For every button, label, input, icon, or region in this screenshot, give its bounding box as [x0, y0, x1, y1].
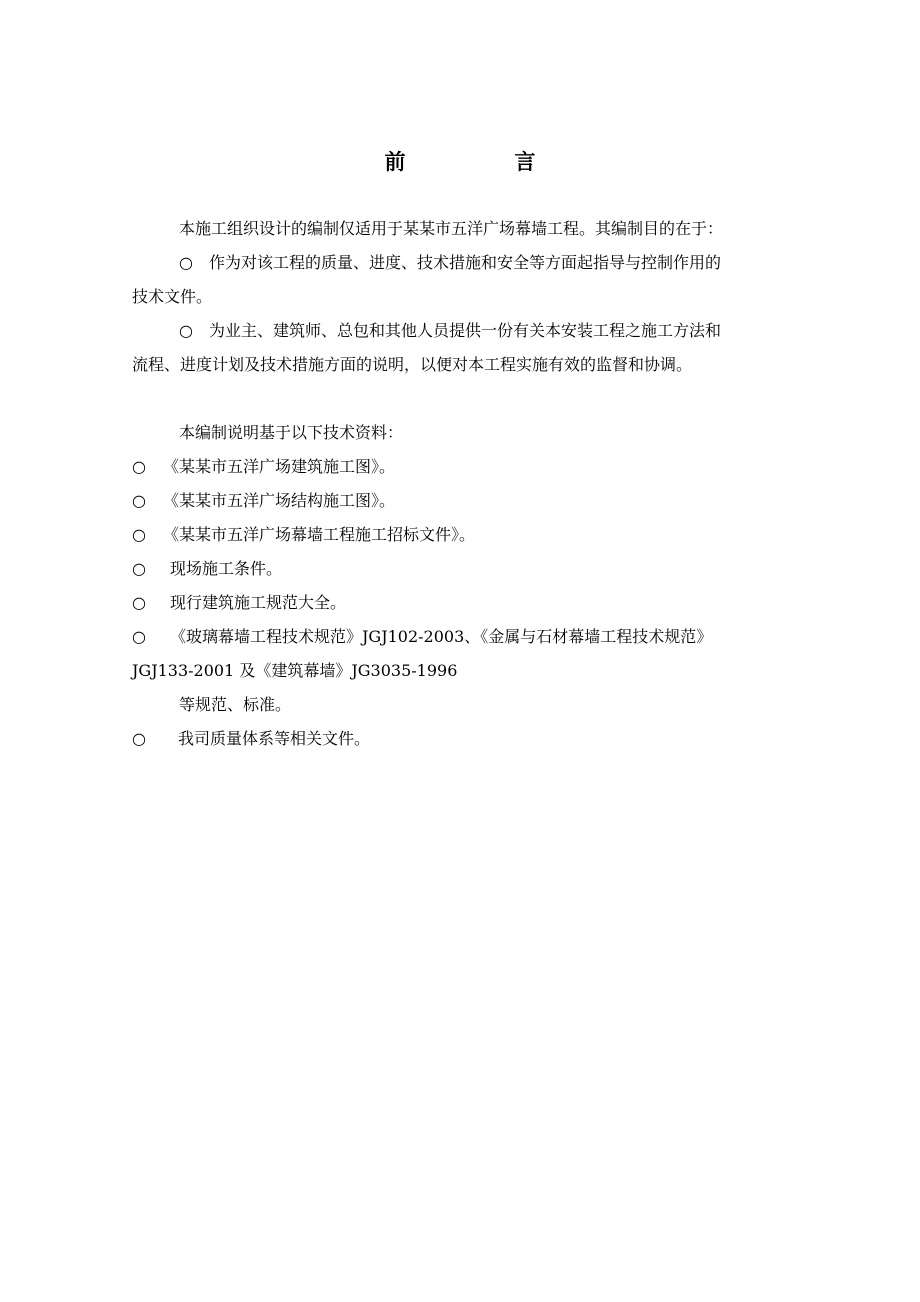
purpose-item-1-line-2: 技术文件。 — [132, 287, 213, 306]
basis-item-1-text: 《某某市五洋广场建筑施工图》。 — [163, 457, 396, 476]
standards-item-line-3: 等规范、标准。 — [179, 695, 292, 714]
purpose-item-1-line-1 — [132, 246, 792, 280]
bullet-circle-icon: ○ — [132, 525, 146, 544]
purpose-item-2-line-1 — [132, 314, 792, 348]
paragraph-gap — [132, 382, 792, 416]
basis-item-2-text: 《某某市五洋广场结构施工图》。 — [163, 491, 396, 510]
bullet-circle-icon: ○ — [132, 491, 146, 510]
basis-item-5-text: 现行建筑施工规范大全。 — [170, 593, 347, 612]
basis-intro: 本编制说明基于以下技术资料： — [179, 423, 404, 442]
bullet-circle-icon: ○ — [132, 559, 146, 578]
standards-item-text: 《玻璃幕墙工程技术规范》JGJ102-2003、《金属与石材幕墙工程技术规范》 — [170, 627, 713, 646]
basis-item-3 — [132, 518, 792, 552]
purpose-item-2-text: 为业主、建筑师、总包和其他人员提供一份有关本安装工程之施工方法和 — [209, 321, 722, 340]
purpose-item-2-line-2: 流程、进度计划及技术措施方面的说明，以便对本工程实施有效的监督和协调。 — [132, 355, 693, 374]
bullet-circle-icon: ○ — [132, 627, 146, 646]
intro-paragraph: 本施工组织设计的编制仅适用于某某市五洋广场幕墙工程。其编制目的在于： — [179, 219, 724, 238]
last-item — [132, 722, 792, 756]
standards-item-line-1 — [132, 620, 792, 654]
bullet-circle-icon: ○ — [132, 729, 146, 748]
last-item-text: 我司质量体系等相关文件。 — [178, 729, 371, 748]
purpose-item-1-text: 作为对该工程的质量、进度、技术措施和安全等方面起指导与控制作用的 — [209, 253, 722, 272]
bullet-circle-icon: ○ — [132, 593, 146, 612]
bullet-circle-icon: ○ — [132, 457, 146, 476]
basis-item-2 — [132, 484, 792, 518]
page-title: 前 言 — [384, 149, 580, 174]
standards-item-line-2: JGJ133-2001 及《建筑幕墙》JG3035-1996 — [132, 661, 458, 680]
bullet-circle-icon: ○ — [179, 321, 193, 340]
basis-item-5 — [132, 586, 792, 620]
document-body — [132, 212, 792, 756]
bullet-circle-icon: ○ — [179, 253, 193, 272]
basis-item-4 — [132, 552, 792, 586]
basis-item-1 — [132, 450, 792, 484]
basis-item-4-text: 现场施工条件。 — [170, 559, 283, 578]
basis-item-3-text: 《某某市五洋广场幕墙工程施工招标文件》。 — [163, 525, 476, 544]
